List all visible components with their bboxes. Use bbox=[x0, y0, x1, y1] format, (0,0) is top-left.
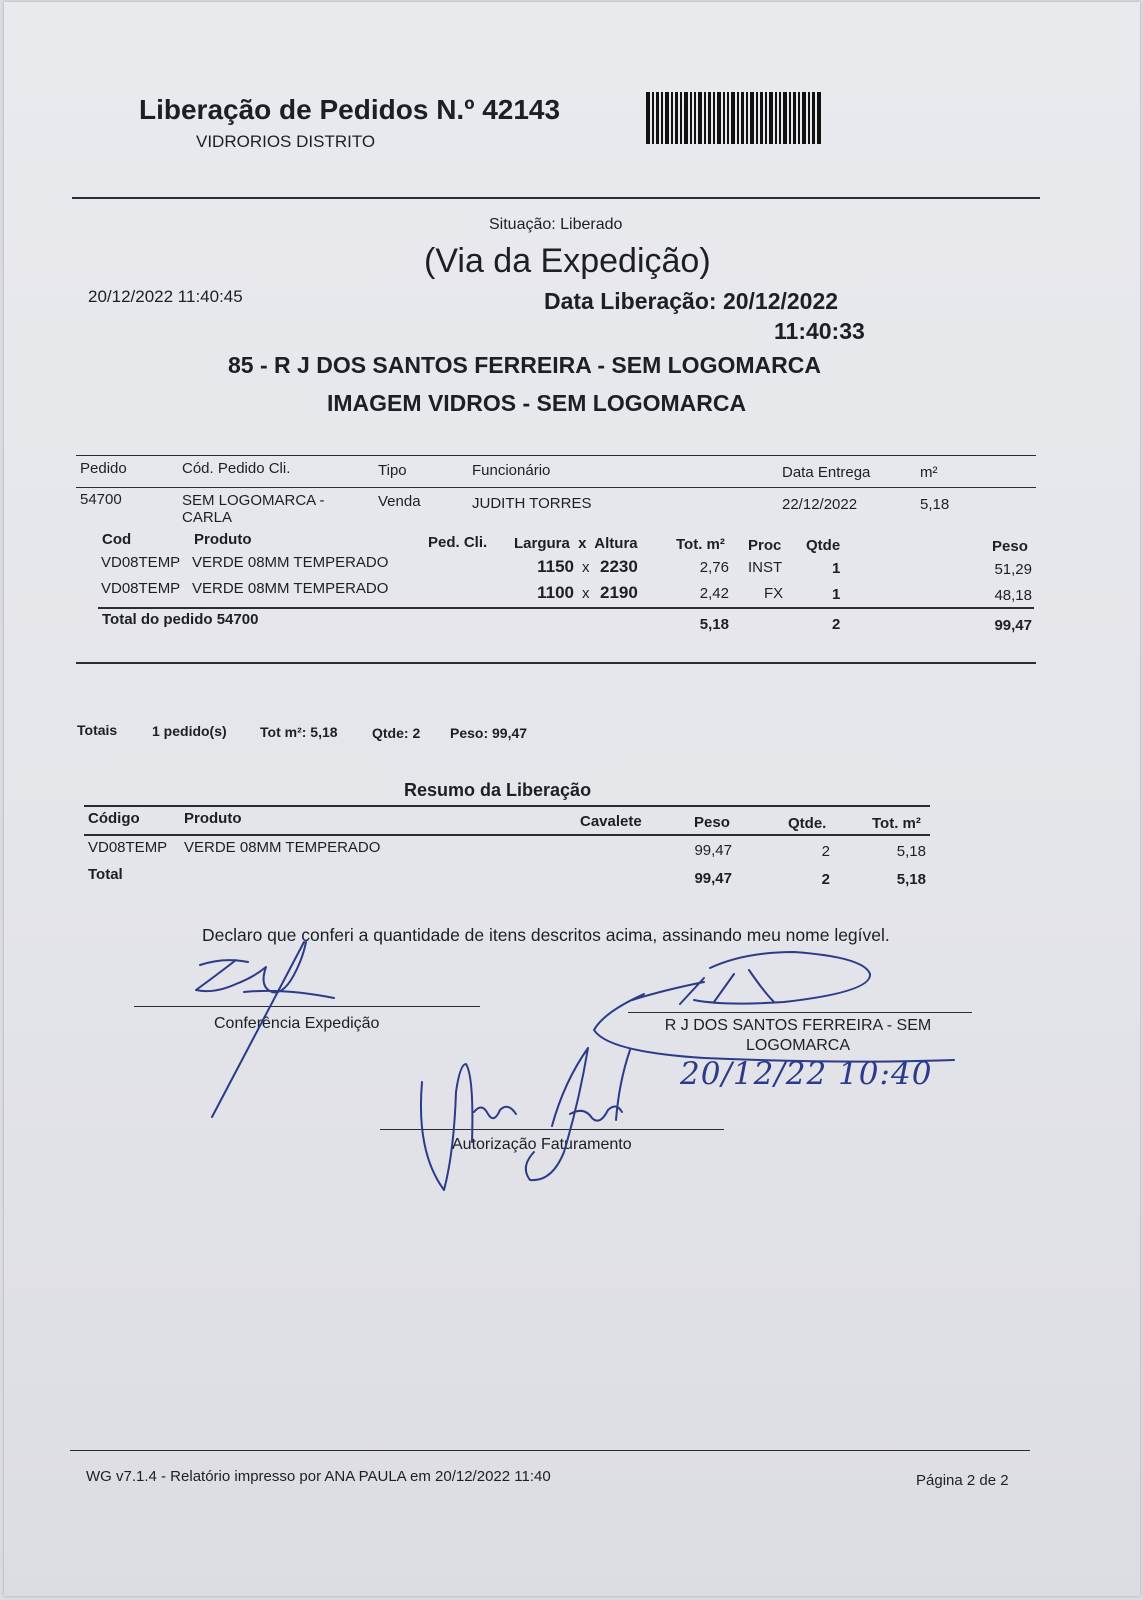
summary-col-cavalete: Cavalete bbox=[580, 813, 642, 830]
item-proc: FX bbox=[764, 585, 784, 602]
totals-qtde: Qtde: 2 bbox=[372, 725, 421, 741]
signature-client-mark bbox=[594, 952, 954, 1062]
item-peso: 51,29 bbox=[994, 561, 1032, 578]
signature-conferencia-mark bbox=[196, 942, 334, 1117]
item-qtde: 1 bbox=[832, 586, 841, 603]
totals-label: Totais bbox=[77, 722, 118, 738]
totals-pedidos: 1 pedido(s) bbox=[152, 723, 227, 739]
item-altura: 2190 bbox=[600, 583, 638, 602]
item-tot-m2: 2,42 bbox=[699, 585, 729, 602]
item-x: x bbox=[582, 585, 590, 602]
print-datetime: 20/12/2022 11:40:45 bbox=[88, 287, 243, 306]
company-name: VIDRORIOS DISTRITO bbox=[196, 132, 376, 151]
summary-qtde: 2 bbox=[821, 843, 830, 860]
release-date: Data Liberação: 20/12/2022 bbox=[544, 288, 839, 314]
item-largura: 1150 bbox=[537, 557, 574, 576]
item-cod: VD08TEMP bbox=[101, 554, 181, 571]
item-produto: VERDE 08MM TEMPERADO bbox=[192, 580, 389, 597]
order-data-entrega: 22/12/2022 bbox=[782, 496, 858, 513]
item-cod: VD08TEMP bbox=[101, 580, 181, 597]
pen-signatures bbox=[4, 2, 1140, 1596]
summary-produto: VERDE 08MM TEMPERADO bbox=[184, 839, 381, 856]
signature-label-conferencia: Conferência Expedição bbox=[214, 1015, 380, 1032]
totals-m2: Tot m²: 5,18 bbox=[260, 724, 338, 740]
order-funcionario: JUDITH TORRES bbox=[472, 495, 592, 512]
release-time: 11:40:33 bbox=[774, 318, 865, 344]
client-trade-name: IMAGEM VIDROS - SEM LOGOMARCA bbox=[327, 390, 747, 416]
order-total-qtde: 2 bbox=[832, 616, 841, 633]
declaration-text: Declaro que conferi a quantidade de itens descritos acima, assinando meu nome legível. bbox=[202, 925, 890, 945]
col-cod-pedido-cli: Cód. Pedido Cli. bbox=[182, 460, 291, 477]
order-total-label: Total do pedido 54700 bbox=[102, 611, 259, 628]
situation-label: Situação: Liberado bbox=[489, 216, 623, 233]
summary-col-peso: Peso bbox=[694, 814, 730, 831]
order-total-m2: 5,18 bbox=[699, 616, 729, 633]
summary-total-label: Total bbox=[88, 866, 123, 883]
summary-col-qtde: Qtde. bbox=[788, 815, 827, 832]
item-peso: 48,18 bbox=[994, 587, 1032, 604]
item-proc: INST bbox=[748, 559, 783, 576]
summary-total-qtde: 2 bbox=[821, 871, 830, 888]
item-qtde: 1 bbox=[832, 560, 841, 577]
col-m2: m² bbox=[920, 464, 938, 481]
col-pedido: Pedido bbox=[80, 460, 127, 477]
col-data-entrega: Data Entrega bbox=[782, 464, 871, 481]
item-col-produto: Produto bbox=[194, 531, 252, 548]
item-col-cod: Cod bbox=[102, 531, 132, 548]
summary-title: Resumo da Liberação bbox=[404, 780, 592, 800]
item-tot-m2: 2,76 bbox=[699, 559, 729, 576]
summary-tot-m2: 5,18 bbox=[896, 843, 926, 860]
signature-label-autorizacao: Autorização Faturamento bbox=[452, 1136, 632, 1153]
document-page bbox=[4, 2, 1140, 1596]
item-produto: VERDE 08MM TEMPERADO bbox=[192, 554, 389, 571]
footer-divider bbox=[70, 1450, 1030, 1451]
totals-peso: Peso: 99,47 bbox=[450, 725, 528, 741]
document-title: Liberação de Pedidos N.º 42143 bbox=[139, 94, 561, 125]
item-col-tot-m2: Tot. m² bbox=[676, 536, 725, 553]
signature-label-client: R J DOS SANTOS FERREIRA - SEM bbox=[664, 1017, 932, 1034]
order-tipo: Venda bbox=[378, 493, 421, 510]
footer-page-number: Página 2 de 2 bbox=[916, 1472, 1009, 1489]
order-pedido: 54700 bbox=[80, 491, 122, 508]
summary-total-peso: 99,47 bbox=[694, 870, 732, 887]
copy-label: (Via da Expedição) bbox=[424, 242, 711, 280]
item-x: x bbox=[582, 559, 590, 576]
item-largura: 1100 bbox=[537, 583, 574, 602]
col-funcionario: Funcionário bbox=[472, 462, 551, 479]
item-col-peso: Peso bbox=[992, 538, 1028, 555]
item-altura: 2230 bbox=[600, 557, 638, 576]
summary-codigo: VD08TEMP bbox=[88, 839, 168, 856]
summary-total-tot-m2: 5,18 bbox=[896, 871, 926, 888]
summary-peso: 99,47 bbox=[694, 842, 732, 859]
item-col-qtde: Qtde bbox=[806, 537, 841, 554]
handwritten-date: 20/12/22 10:40 bbox=[680, 1056, 933, 1092]
summary-col-produto: Produto bbox=[184, 810, 242, 827]
order-cod-pedido-cli: SEM LOGOMARCA - bbox=[182, 492, 325, 509]
item-col-proc: Proc bbox=[748, 537, 782, 554]
order-cod-pedido-cli-cont: CARLA bbox=[182, 509, 233, 526]
order-m2: 5,18 bbox=[920, 496, 950, 513]
item-col-largura-altura: Largura x Altura bbox=[514, 535, 638, 552]
summary-col-tot-m2: Tot. m² bbox=[872, 815, 921, 832]
signature-label-client-cont: LOGOMARCA bbox=[745, 1037, 850, 1054]
client-name: 85 - R J DOS SANTOS FERREIRA - SEM LOGOMARCA bbox=[228, 352, 821, 378]
summary-col-codigo: Código bbox=[88, 810, 140, 827]
footer-printed-by: WG v7.1.4 - Relatório impresso por ANA PAULA em 20/12/2022 11:40 bbox=[86, 1468, 551, 1485]
signature-autorizacao-mark bbox=[421, 1048, 630, 1190]
order-total-peso: 99,47 bbox=[994, 617, 1032, 634]
col-tipo: Tipo bbox=[378, 462, 407, 479]
item-col-ped-cli: Ped. Cli. bbox=[428, 534, 488, 551]
